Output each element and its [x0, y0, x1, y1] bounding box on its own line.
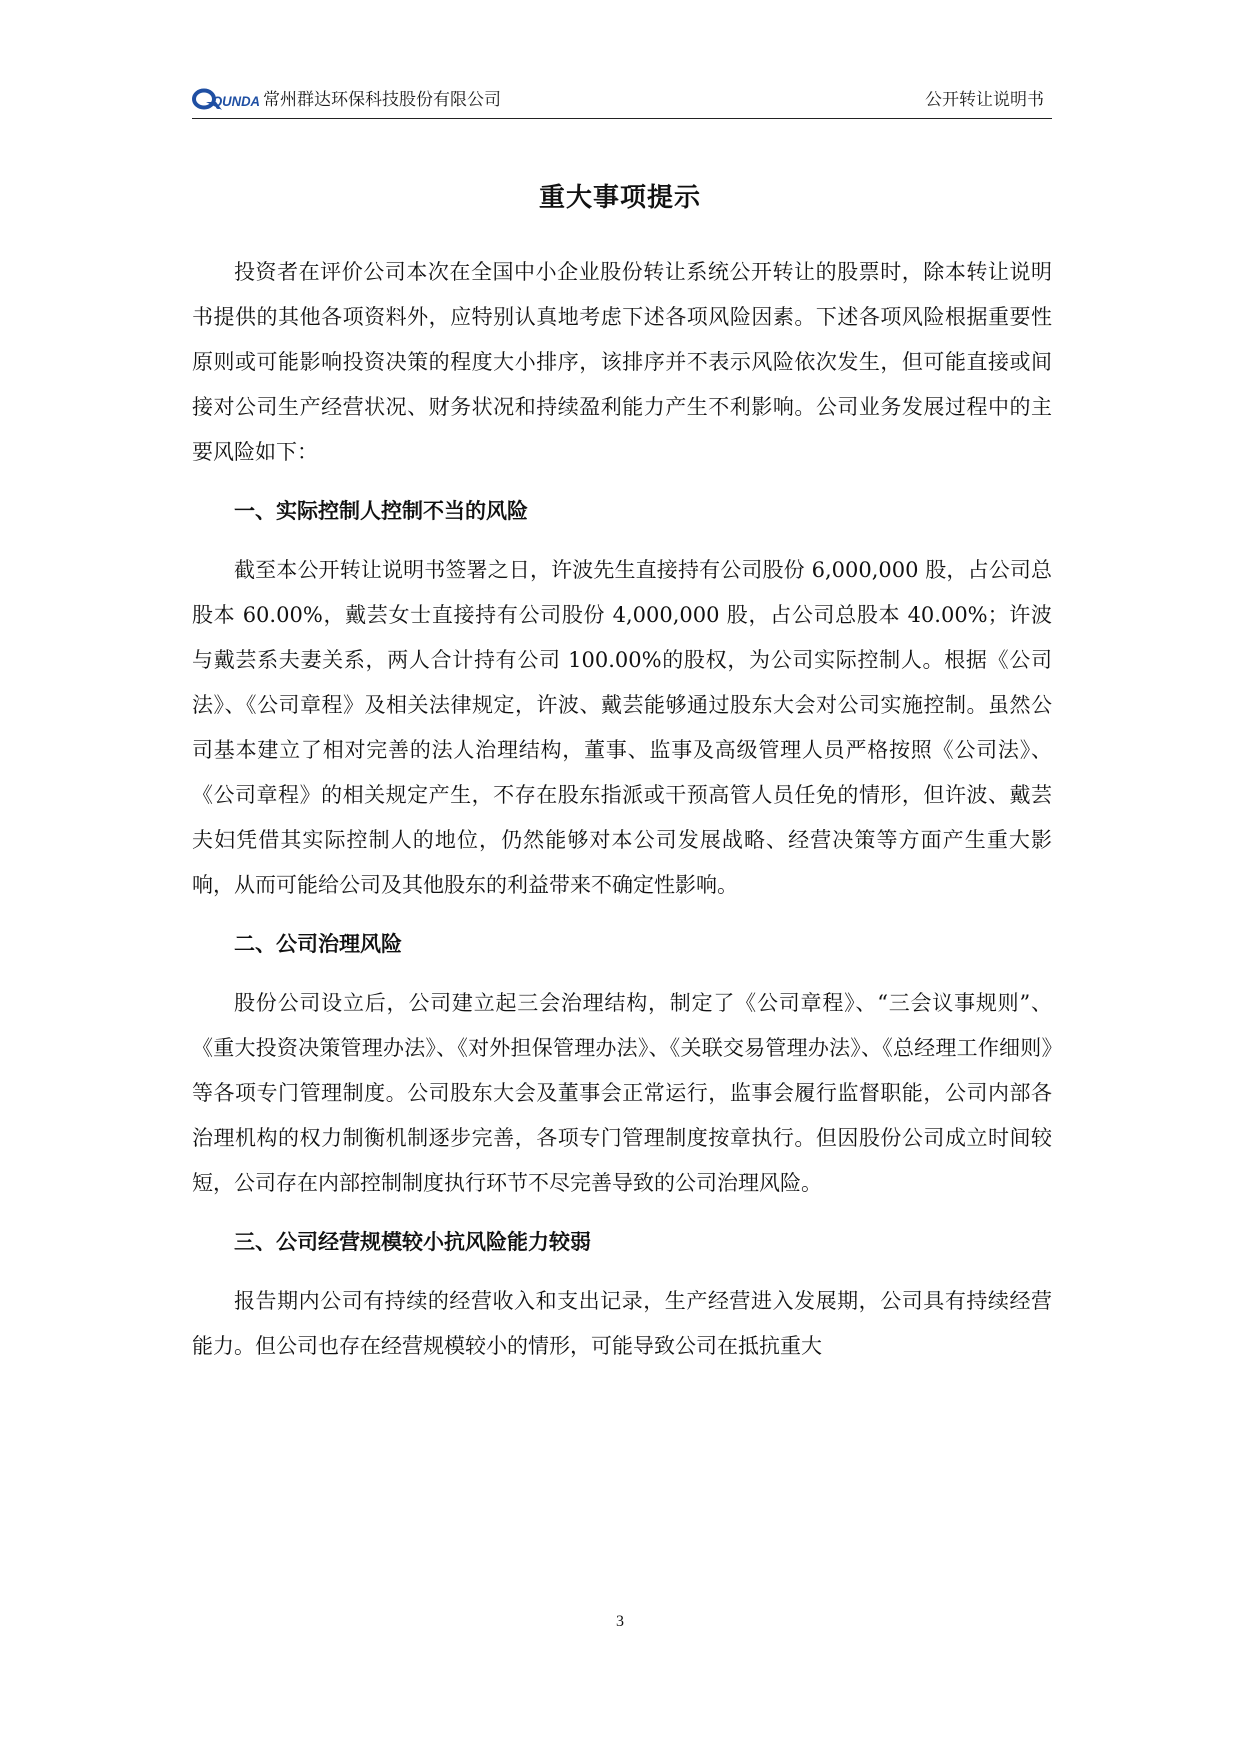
document-type: 公开转让说明书 [925, 90, 1044, 110]
page-title: 重大事项提示 [538, 183, 701, 213]
section-2-heading: 二、公司治理风险 [234, 932, 402, 956]
section-1-heading: 一、实际控制人控制不当的风险 [234, 499, 528, 523]
page-header [192, 84, 1052, 119]
section-2-body: 股份公司设立后，公司建立起三会治理结构，制定了《公司章程》、“三会议事规则”、《重大投资决策管理办法》、《对外担保管理办法》、《关联交易管理办法》、《总经理工作细则》等各项专门管理制度。公司股东大会及董事会正常运行，监事会履行监督职能，公司内部各治理机构的权力制衡机制逐步完善，各项专门管理制度按章执行。但因股份公司成立时间较短，公司存在内部控制制度执行环节不尽完善导致的公司治理风险。 [192, 991, 1052, 1195]
section-3-body: 报告期内公司有持续的经营收入和支出记录，生产经营进入发展期，公司具有持续经营能力。但公司也存在经营规模较小的情形，可能导致公司在抵抗重大 [192, 1289, 1052, 1358]
qunda-logo [192, 87, 262, 113]
section-1-body: 截至本公开转让说明书签署之日，许波先生直接持有公司股份 6,000,000 股，占公司总股本 60.00%，戴芸女士直接持有公司股份 4,000,000 股，占公司总股本 40.00%；许波与戴芸系夫妻关系，两人合计持有公司 100.00%的股权，为公司实际控制人。根据《公司法》、《公司章程》及相关法律规定，许波、戴芸能够通过股东大会对公司实施控制。虽然公司基本建立了相对完善的法人治理结构，董事、监事及高级管理人员严格按照《公司法》、《公司章程》的相关规定产生，不存在股东指派或干预高管人员任免的情形，但许波、戴芸夫妇凭借其实际控制人的地位，仍然能够对本公司发展战略、经营决策等方面产生重大影响，从而可能给公司及其他股东的利益带来不确定性影响。 [192, 558, 1052, 897]
page-number: 3 [616, 1613, 624, 1630]
intro-paragraph: 投资者在评价公司本次在全国中小企业股份转让系统公开转让的股票时，除本转让说明书提供的其他各项资料外，应特别认真地考虑下述各项风险因素。下述各项风险根据重要性原则或可能影响投资决策的程度大小排序，该排序并不表示风险依次发生，但可能直接或间接对公司生产经营状况、财务状况和持续盈利能力产生不利影响。公司业务发展过程中的主要风险如下： [192, 260, 1052, 464]
company-name: 常州群达环保科技股份有限公司 [263, 90, 501, 110]
logo-text: QUNDA [212, 93, 260, 109]
section-3-heading: 三、公司经营规模较小抗风险能力较弱 [234, 1230, 591, 1254]
main-content [192, 250, 1052, 1369]
